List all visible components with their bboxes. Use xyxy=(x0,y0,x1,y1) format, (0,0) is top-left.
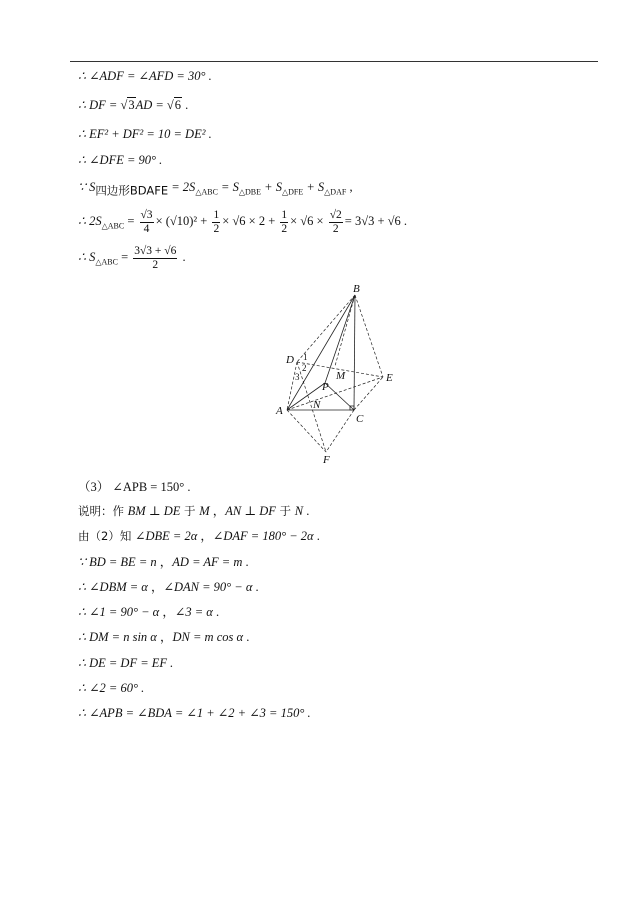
line-equilateral: ∴ DE = DF = EF . xyxy=(78,656,174,670)
line-lengths: ∵ BD = BE = n ，AD = AF = m . xyxy=(78,555,249,569)
fraction: $\frac{3√3 + √6}{2}$ xyxy=(134,244,177,271)
line-df-value: ∴ DF = √3AD = √6 . xyxy=(78,98,189,112)
segment-af xyxy=(287,410,326,452)
label-angle-3: 3 xyxy=(295,372,300,382)
fraction: $\frac{1}{2}$ xyxy=(281,208,288,235)
header-rule xyxy=(70,61,598,62)
line-angles-1-3: ∴ ∠1 = 90° − α ，∠3 = α . xyxy=(78,605,220,619)
label-f: F xyxy=(323,454,330,465)
segment-bm xyxy=(335,295,355,366)
label-angle-1: 1 xyxy=(303,352,308,362)
line-dm-dn: ∴ DM = n sin α ，DN = m cos α . xyxy=(78,630,250,644)
line-part3-answer: （3） ∠APB = 150° . xyxy=(78,480,191,494)
label-e: E xyxy=(386,372,393,384)
segment-bc xyxy=(354,295,355,410)
segment-be xyxy=(355,295,383,377)
label-a: A xyxy=(276,405,283,417)
line-pythagoras: ∴ EF² + DF² = 10 = DE² . xyxy=(78,127,212,141)
fraction: $\frac{√2}{2}$ xyxy=(329,208,342,235)
segment-df xyxy=(297,362,326,452)
label-b: B xyxy=(353,283,360,295)
line-area-computation: ∴ $2S_{\triangle ABC}$ = $\frac{√3}{4}$ × (√10)² + $\frac{1}{2}$ × √6 × 2 + $\frac{1}{2}$ × √6 × $\frac{√2}{2}$ = 3√3 + √6 . xyxy=(78,208,407,235)
label-n: N xyxy=(313,399,321,411)
segment-ba xyxy=(287,295,355,410)
line-area-sum: ∵ $S_{四边形BDAFE} = 2S_{\triangle ABC} = S_{\triangle DBE} + S_{\triangle DFE} + S_{\triangle DAF}$ , xyxy=(78,180,353,198)
line-area-result: ∴ $S_{\triangle ABC}$ = $\frac{3√3 + √6}{2}$ . xyxy=(78,244,186,271)
line-construction: 说明：作 BM ⊥ DE 于 M ，AN ⊥ DF 于 N . xyxy=(78,504,310,518)
line-angle-dfe: ∴ ∠DFE = 90° . xyxy=(78,153,163,167)
label-d: D xyxy=(286,354,294,366)
segment-da xyxy=(287,362,297,410)
line-angles-dbm: ∴ ∠DBM = α ，∠DAN = 90° − α . xyxy=(78,580,259,594)
geometry-figure xyxy=(270,280,400,465)
fraction: $\frac{1}{2}$ xyxy=(213,208,220,235)
line-angle-2: ∴ ∠2 = 60° . xyxy=(78,681,145,695)
line-from-part2: 由（2）知 ∠DBE = 2α ，∠DAF = 180° − 2α . xyxy=(78,529,320,543)
line-final-answer: ∴ ∠APB = ∠BDA = ∠1 + ∠2 + ∠3 = 150° . xyxy=(78,706,311,720)
fraction: $\frac{√3}{4}$ xyxy=(140,208,153,235)
label-angle-2: 2 xyxy=(302,363,307,373)
label-m: M xyxy=(336,370,346,382)
label-c: C xyxy=(356,413,364,425)
line-angle-adf: ∴ ∠ADF = ∠AFD = 30° . xyxy=(78,69,212,83)
segment-cf xyxy=(326,410,354,452)
label-p: P xyxy=(322,381,329,393)
